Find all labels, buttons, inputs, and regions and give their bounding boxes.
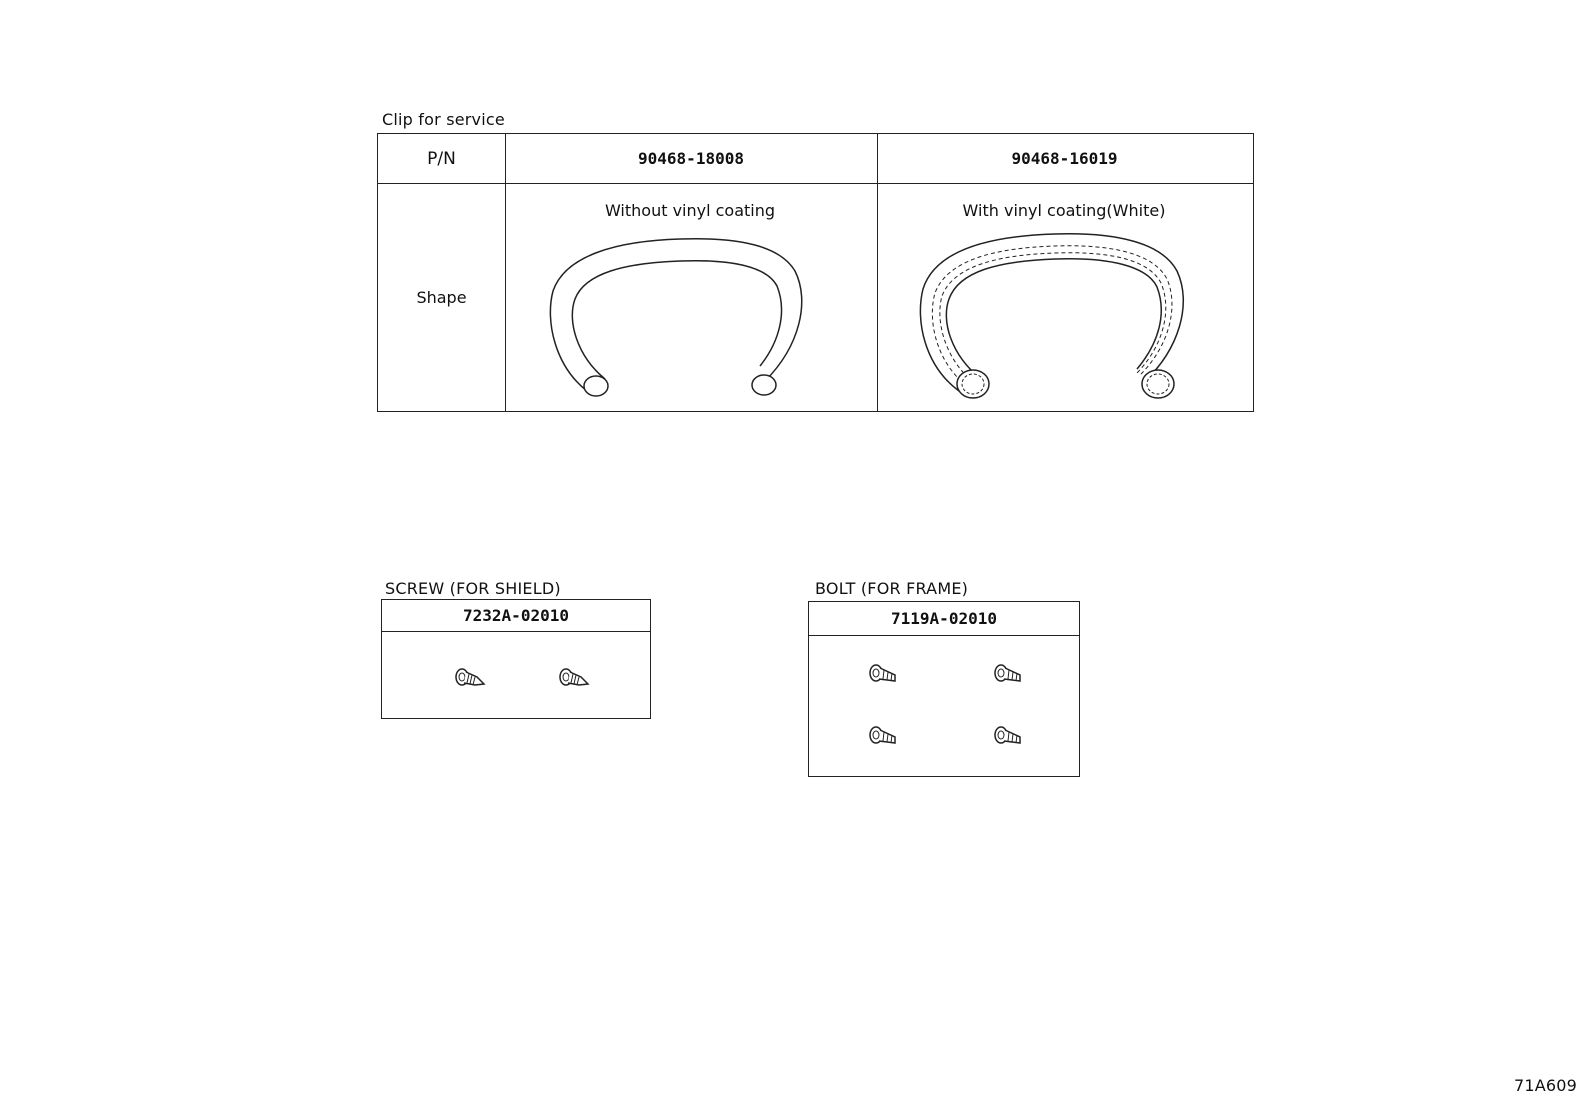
pn-label-cell [378, 134, 505, 183]
screw-section-title: SCREW (FOR SHIELD) [385, 579, 561, 598]
bolt-icon [992, 723, 1026, 751]
bolt-box [808, 601, 1080, 777]
part-number-cell [505, 134, 877, 183]
part-number-header [809, 602, 1079, 636]
c-clip-icon [505, 221, 877, 411]
part-number: 7119A-02010 [891, 609, 997, 628]
bolt-icon [867, 723, 901, 751]
pn-label: P/N [427, 148, 456, 169]
part-number: 7232A-02010 [463, 606, 569, 625]
screw-icon [557, 665, 591, 693]
part-number-cell [877, 134, 1252, 183]
clip-section-title: Clip for service [382, 110, 505, 129]
c-clip-coated-icon [877, 221, 1252, 411]
diagram-code: 71A609 [1514, 1076, 1578, 1095]
part-number-header [382, 600, 650, 632]
screw-icon [453, 665, 487, 693]
bolt-icon [867, 661, 901, 689]
clip-table [377, 133, 1254, 412]
shape-label: Shape [416, 287, 467, 307]
part-number: 90468-18008 [638, 149, 744, 168]
shape-description: With vinyl coating(White) [962, 201, 1166, 220]
part-number: 90468-16019 [1011, 149, 1118, 168]
bolt-icon [992, 661, 1026, 689]
shape-label-cell [378, 183, 505, 411]
shape-description: Without vinyl coating [604, 201, 776, 220]
bolt-section-title: BOLT (FOR FRAME) [815, 579, 969, 598]
table-divider [378, 183, 1253, 184]
screw-box [381, 599, 651, 719]
